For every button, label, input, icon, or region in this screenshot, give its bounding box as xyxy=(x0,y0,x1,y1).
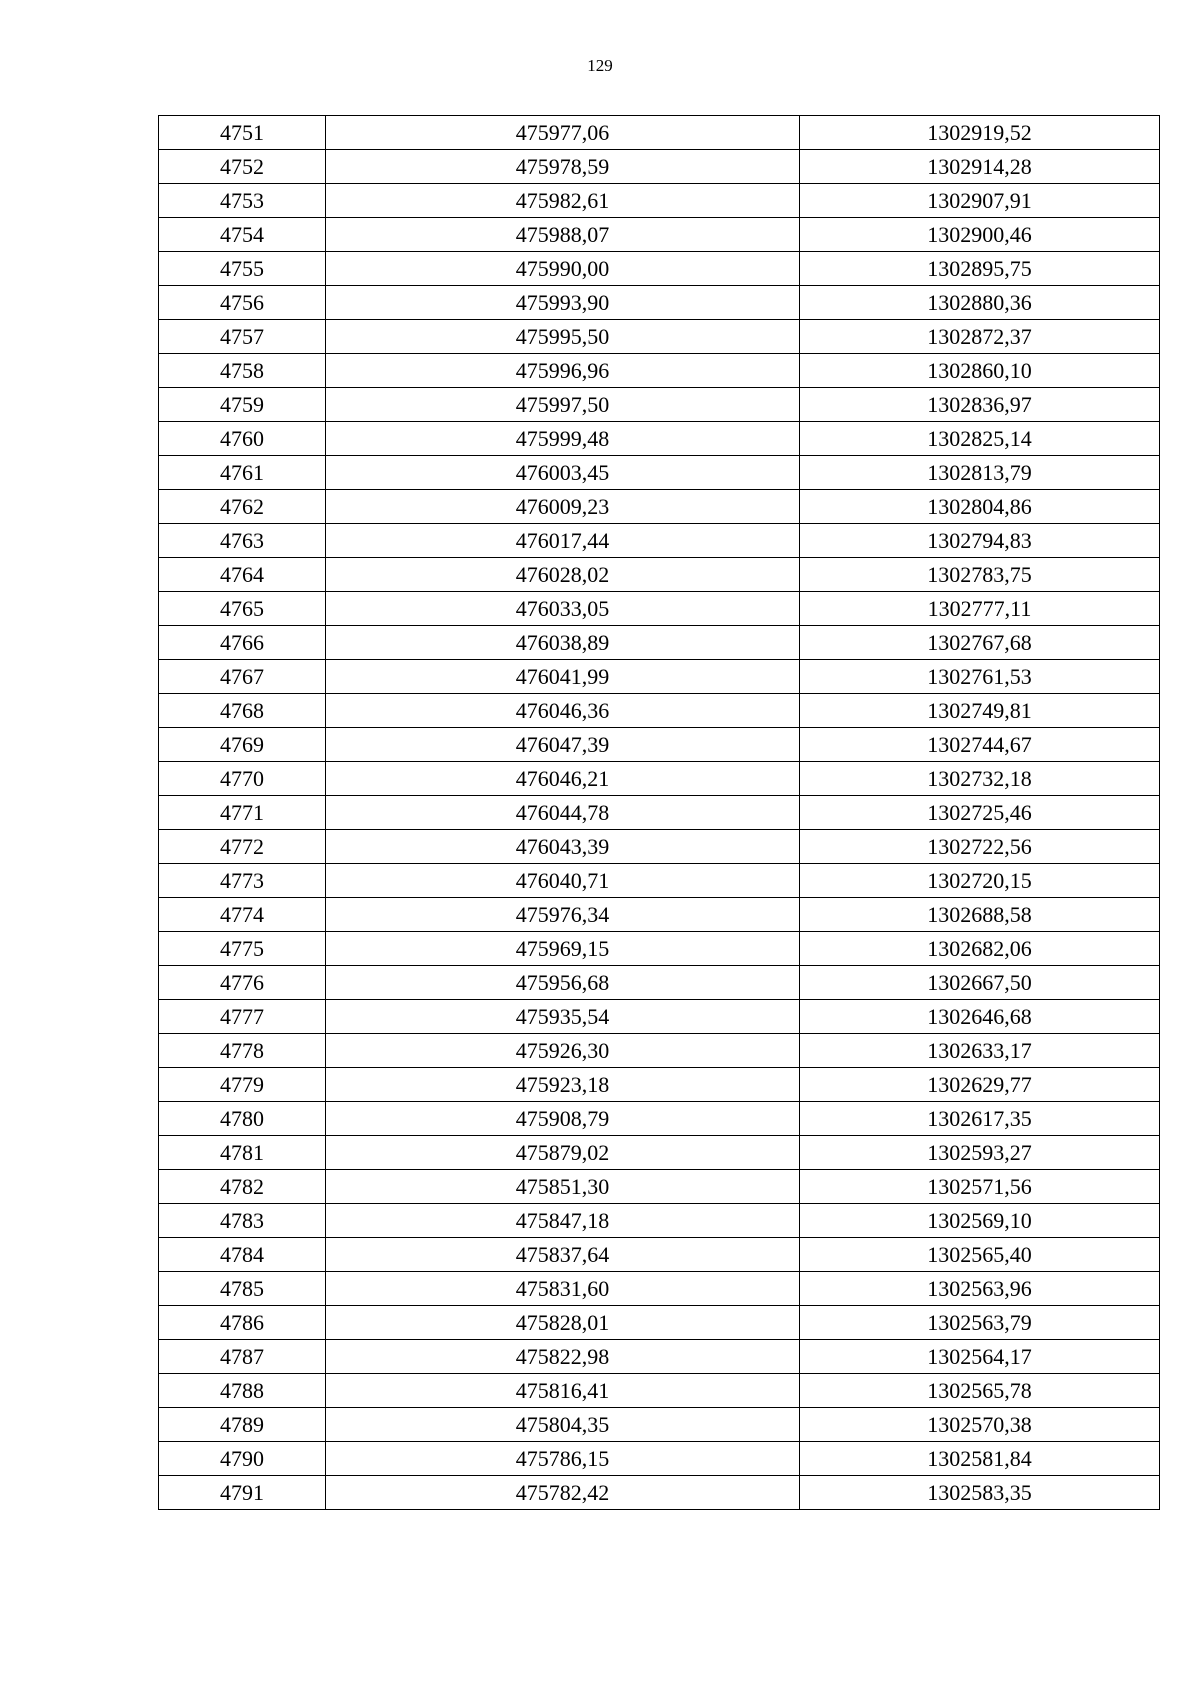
table-row xyxy=(159,1068,1160,1102)
x-coordinate-cell: 475976,34 xyxy=(326,898,800,932)
x-coordinate-cell: 475969,15 xyxy=(326,932,800,966)
point-number-cell: 4782 xyxy=(159,1170,326,1204)
point-number-cell: 4752 xyxy=(159,150,326,184)
table-row xyxy=(159,1374,1160,1408)
x-coordinate-cell: 475935,54 xyxy=(326,1000,800,1034)
table-row xyxy=(159,966,1160,1000)
y-coordinate-cell: 1302880,36 xyxy=(800,286,1160,320)
x-coordinate-cell: 476043,39 xyxy=(326,830,800,864)
table-row xyxy=(159,1102,1160,1136)
coordinates-table xyxy=(158,115,1160,1510)
x-coordinate-cell: 476046,36 xyxy=(326,694,800,728)
y-coordinate-cell: 1302914,28 xyxy=(800,150,1160,184)
y-coordinate-cell: 1302570,38 xyxy=(800,1408,1160,1442)
y-coordinate-cell: 1302581,84 xyxy=(800,1442,1160,1476)
y-coordinate-cell: 1302825,14 xyxy=(800,422,1160,456)
table-row xyxy=(159,1136,1160,1170)
x-coordinate-cell: 475926,30 xyxy=(326,1034,800,1068)
y-coordinate-cell: 1302667,50 xyxy=(800,966,1160,1000)
y-coordinate-cell: 1302682,06 xyxy=(800,932,1160,966)
y-coordinate-cell: 1302629,77 xyxy=(800,1068,1160,1102)
table-row xyxy=(159,252,1160,286)
x-coordinate-cell: 476044,78 xyxy=(326,796,800,830)
point-number-cell: 4757 xyxy=(159,320,326,354)
page-number: 129 xyxy=(587,56,613,75)
x-coordinate-cell: 475982,61 xyxy=(326,184,800,218)
table-row xyxy=(159,830,1160,864)
point-number-cell: 4753 xyxy=(159,184,326,218)
point-number-cell: 4768 xyxy=(159,694,326,728)
y-coordinate-cell: 1302900,46 xyxy=(800,218,1160,252)
y-coordinate-cell: 1302794,83 xyxy=(800,524,1160,558)
x-coordinate-cell: 475988,07 xyxy=(326,218,800,252)
point-number-cell: 4772 xyxy=(159,830,326,864)
table-row xyxy=(159,558,1160,592)
point-number-cell: 4790 xyxy=(159,1442,326,1476)
table-row xyxy=(159,354,1160,388)
point-number-cell: 4751 xyxy=(159,116,326,150)
x-coordinate-cell: 475977,06 xyxy=(326,116,800,150)
x-coordinate-cell: 475837,64 xyxy=(326,1238,800,1272)
table-row xyxy=(159,728,1160,762)
y-coordinate-cell: 1302571,56 xyxy=(800,1170,1160,1204)
point-number-cell: 4785 xyxy=(159,1272,326,1306)
point-number-cell: 4779 xyxy=(159,1068,326,1102)
y-coordinate-cell: 1302744,67 xyxy=(800,728,1160,762)
point-number-cell: 4776 xyxy=(159,966,326,1000)
point-number-cell: 4762 xyxy=(159,490,326,524)
point-number-cell: 4789 xyxy=(159,1408,326,1442)
y-coordinate-cell: 1302895,75 xyxy=(800,252,1160,286)
y-coordinate-cell: 1302783,75 xyxy=(800,558,1160,592)
point-number-cell: 4780 xyxy=(159,1102,326,1136)
y-coordinate-cell: 1302565,78 xyxy=(800,1374,1160,1408)
table-row xyxy=(159,150,1160,184)
point-number-cell: 4784 xyxy=(159,1238,326,1272)
table-row xyxy=(159,1306,1160,1340)
x-coordinate-cell: 475851,30 xyxy=(326,1170,800,1204)
point-number-cell: 4763 xyxy=(159,524,326,558)
x-coordinate-cell: 475804,35 xyxy=(326,1408,800,1442)
table-row xyxy=(159,660,1160,694)
point-number-cell: 4764 xyxy=(159,558,326,592)
coordinates-table-body xyxy=(159,116,1160,1510)
table-row xyxy=(159,422,1160,456)
point-number-cell: 4770 xyxy=(159,762,326,796)
point-number-cell: 4774 xyxy=(159,898,326,932)
x-coordinate-cell: 476041,99 xyxy=(326,660,800,694)
point-number-cell: 4765 xyxy=(159,592,326,626)
y-coordinate-cell: 1302633,17 xyxy=(800,1034,1160,1068)
x-coordinate-cell: 475923,18 xyxy=(326,1068,800,1102)
table-row xyxy=(159,320,1160,354)
y-coordinate-cell: 1302907,91 xyxy=(800,184,1160,218)
table-row xyxy=(159,864,1160,898)
table-row xyxy=(159,1000,1160,1034)
y-coordinate-cell: 1302563,96 xyxy=(800,1272,1160,1306)
table-row xyxy=(159,762,1160,796)
table-row xyxy=(159,592,1160,626)
x-coordinate-cell: 475999,48 xyxy=(326,422,800,456)
table-row xyxy=(159,1408,1160,1442)
x-coordinate-cell: 475828,01 xyxy=(326,1306,800,1340)
point-number-cell: 4777 xyxy=(159,1000,326,1034)
point-number-cell: 4760 xyxy=(159,422,326,456)
y-coordinate-cell: 1302836,97 xyxy=(800,388,1160,422)
x-coordinate-cell: 475956,68 xyxy=(326,966,800,1000)
table-row xyxy=(159,490,1160,524)
y-coordinate-cell: 1302767,68 xyxy=(800,626,1160,660)
point-number-cell: 4771 xyxy=(159,796,326,830)
x-coordinate-cell: 475997,50 xyxy=(326,388,800,422)
x-coordinate-cell: 475996,96 xyxy=(326,354,800,388)
x-coordinate-cell: 476009,23 xyxy=(326,490,800,524)
point-number-cell: 4791 xyxy=(159,1476,326,1510)
x-coordinate-cell: 476017,44 xyxy=(326,524,800,558)
y-coordinate-cell: 1302872,37 xyxy=(800,320,1160,354)
point-number-cell: 4788 xyxy=(159,1374,326,1408)
point-number-cell: 4755 xyxy=(159,252,326,286)
point-number-cell: 4778 xyxy=(159,1034,326,1068)
table-row xyxy=(159,184,1160,218)
x-coordinate-cell: 475822,98 xyxy=(326,1340,800,1374)
y-coordinate-cell: 1302722,56 xyxy=(800,830,1160,864)
y-coordinate-cell: 1302761,53 xyxy=(800,660,1160,694)
x-coordinate-cell: 475995,50 xyxy=(326,320,800,354)
table-row xyxy=(159,456,1160,490)
point-number-cell: 4781 xyxy=(159,1136,326,1170)
table-row xyxy=(159,1034,1160,1068)
x-coordinate-cell: 475908,79 xyxy=(326,1102,800,1136)
point-number-cell: 4786 xyxy=(159,1306,326,1340)
point-number-cell: 4769 xyxy=(159,728,326,762)
x-coordinate-cell: 475978,59 xyxy=(326,150,800,184)
y-coordinate-cell: 1302813,79 xyxy=(800,456,1160,490)
y-coordinate-cell: 1302569,10 xyxy=(800,1204,1160,1238)
table-row xyxy=(159,694,1160,728)
table-row xyxy=(159,388,1160,422)
table-row xyxy=(159,1204,1160,1238)
y-coordinate-cell: 1302919,52 xyxy=(800,116,1160,150)
point-number-cell: 4756 xyxy=(159,286,326,320)
table-row xyxy=(159,218,1160,252)
x-coordinate-cell: 476003,45 xyxy=(326,456,800,490)
y-coordinate-cell: 1302593,27 xyxy=(800,1136,1160,1170)
point-number-cell: 4759 xyxy=(159,388,326,422)
y-coordinate-cell: 1302617,35 xyxy=(800,1102,1160,1136)
table-row xyxy=(159,524,1160,558)
point-number-cell: 4758 xyxy=(159,354,326,388)
y-coordinate-cell: 1302732,18 xyxy=(800,762,1160,796)
point-number-cell: 4754 xyxy=(159,218,326,252)
point-number-cell: 4767 xyxy=(159,660,326,694)
y-coordinate-cell: 1302646,68 xyxy=(800,1000,1160,1034)
y-coordinate-cell: 1302688,58 xyxy=(800,898,1160,932)
point-number-cell: 4761 xyxy=(159,456,326,490)
table-row xyxy=(159,286,1160,320)
y-coordinate-cell: 1302583,35 xyxy=(800,1476,1160,1510)
x-coordinate-cell: 476040,71 xyxy=(326,864,800,898)
x-coordinate-cell: 475993,90 xyxy=(326,286,800,320)
table-row xyxy=(159,932,1160,966)
table-row xyxy=(159,1170,1160,1204)
point-number-cell: 4775 xyxy=(159,932,326,966)
x-coordinate-cell: 476038,89 xyxy=(326,626,800,660)
table-row xyxy=(159,1238,1160,1272)
y-coordinate-cell: 1302565,40 xyxy=(800,1238,1160,1272)
point-number-cell: 4783 xyxy=(159,1204,326,1238)
table-row xyxy=(159,1272,1160,1306)
x-coordinate-cell: 475816,41 xyxy=(326,1374,800,1408)
table-row xyxy=(159,1340,1160,1374)
point-number-cell: 4766 xyxy=(159,626,326,660)
y-coordinate-cell: 1302777,11 xyxy=(800,592,1160,626)
table-row xyxy=(159,796,1160,830)
point-number-cell: 4773 xyxy=(159,864,326,898)
point-number-cell: 4787 xyxy=(159,1340,326,1374)
y-coordinate-cell: 1302720,15 xyxy=(800,864,1160,898)
y-coordinate-cell: 1302564,17 xyxy=(800,1340,1160,1374)
y-coordinate-cell: 1302804,86 xyxy=(800,490,1160,524)
y-coordinate-cell: 1302860,10 xyxy=(800,354,1160,388)
x-coordinate-cell: 476033,05 xyxy=(326,592,800,626)
table-row xyxy=(159,116,1160,150)
y-coordinate-cell: 1302563,79 xyxy=(800,1306,1160,1340)
table-row xyxy=(159,1442,1160,1476)
y-coordinate-cell: 1302749,81 xyxy=(800,694,1160,728)
x-coordinate-cell: 475831,60 xyxy=(326,1272,800,1306)
x-coordinate-cell: 476047,39 xyxy=(326,728,800,762)
x-coordinate-cell: 475786,15 xyxy=(326,1442,800,1476)
table-row xyxy=(159,626,1160,660)
x-coordinate-cell: 475879,02 xyxy=(326,1136,800,1170)
x-coordinate-cell: 475782,42 xyxy=(326,1476,800,1510)
x-coordinate-cell: 475990,00 xyxy=(326,252,800,286)
table-row xyxy=(159,1476,1160,1510)
y-coordinate-cell: 1302725,46 xyxy=(800,796,1160,830)
x-coordinate-cell: 476046,21 xyxy=(326,762,800,796)
x-coordinate-cell: 476028,02 xyxy=(326,558,800,592)
table-row xyxy=(159,898,1160,932)
x-coordinate-cell: 475847,18 xyxy=(326,1204,800,1238)
